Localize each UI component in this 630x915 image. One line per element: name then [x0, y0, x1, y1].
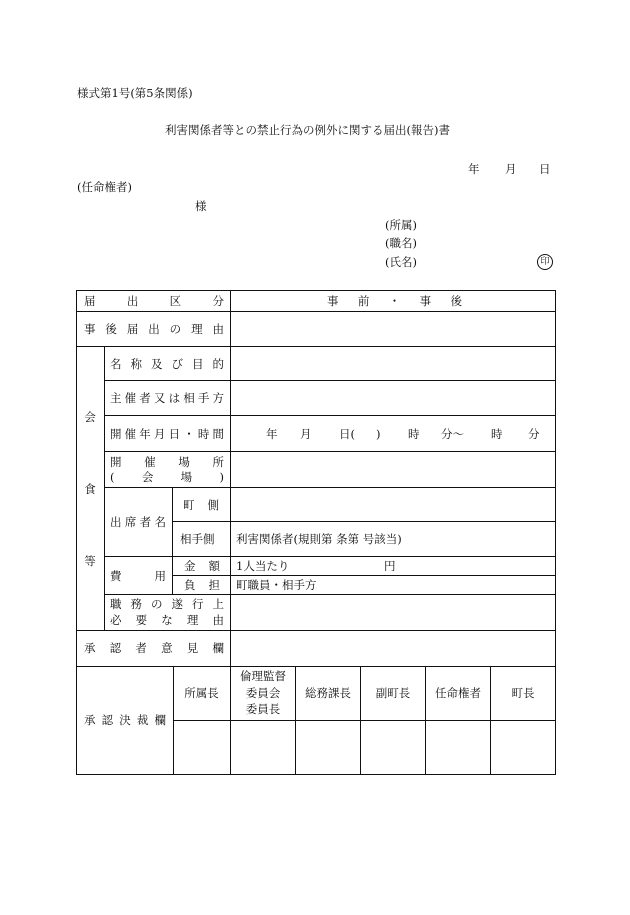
datetime-month: 月	[300, 427, 312, 441]
datetime-value	[266, 427, 540, 441]
meal-group-char-3: 等	[84, 554, 96, 568]
approval-header-appointer: 任命権者	[435, 686, 481, 700]
affiliation-label: (所属)	[385, 218, 417, 232]
meal-group-char-1: 会	[84, 410, 96, 424]
venue-sub-label: (会場)	[110, 470, 224, 484]
approval-header-ethics-1: 倫理監督	[240, 669, 286, 683]
date-day: 日	[539, 162, 551, 176]
row-reason-label: 事後届出の理由	[84, 322, 224, 336]
datetime-min-2: 分	[528, 427, 540, 441]
form-number: 様式第1号(第5条関係)	[77, 86, 193, 100]
datetime-min: 分〜	[441, 427, 464, 441]
approval-label: 承認決裁欄	[84, 713, 166, 727]
date-year: 年	[468, 162, 480, 176]
cost-label: 費用	[110, 569, 166, 583]
burden-label: 負担	[184, 578, 220, 592]
datetime-hour-2: 時	[491, 427, 503, 441]
row-type-value: 事前・事後	[327, 294, 462, 308]
attendees-label: 出席者名	[110, 515, 166, 529]
approval-header-mayor: 町長	[511, 686, 535, 700]
row-type-label: 届出区分	[84, 294, 224, 308]
datetime-label: 開催年月日・時間	[110, 427, 224, 441]
host-label: 主催者又は相手方	[110, 391, 224, 405]
honorific: 様	[195, 199, 207, 213]
meal-group-char-2: 食	[84, 482, 96, 496]
venue-label: 開催場所	[110, 455, 224, 469]
approval-header-section-chief: 所属長	[184, 686, 219, 700]
burden-value: 町職員・相手方	[236, 578, 317, 592]
position-label: (職名)	[385, 236, 417, 250]
approval-header-ethics-3: 委員長	[245, 702, 281, 716]
partner-side-label: 相手側	[180, 532, 215, 546]
appointer-label: (任命権者)	[77, 180, 132, 194]
necessity-label: 職務の遂行上	[110, 597, 224, 611]
name-label: (氏名)	[385, 255, 417, 269]
amount-value: 1人当たり	[236, 559, 290, 573]
name-purpose-label: 名称及び目的	[110, 357, 224, 371]
approval-header-deputy-mayor: 副町長	[375, 686, 411, 700]
datetime-paren: )	[376, 427, 381, 441]
amount-label: 金額	[184, 559, 220, 573]
approver-opinion-label: 承認者意見欄	[84, 641, 224, 655]
approval-header-ethics-2: 委員会	[245, 686, 281, 700]
seal-icon: 印	[537, 254, 553, 270]
necessity-sub-label: 必要な理由	[110, 613, 224, 627]
town-side-label: 町側	[183, 498, 219, 512]
datetime-year: 年	[266, 427, 278, 441]
amount-unit: 円	[384, 559, 396, 573]
datetime-day: 日(	[339, 427, 355, 441]
datetime-hour: 時	[408, 427, 420, 441]
partner-side-value: 利害関係者(規則第 条第 号該当)	[236, 532, 402, 546]
date-month: 月	[505, 162, 517, 176]
form-title: 利害関係者等との禁止行為の例外に関する届出(報告)書	[165, 123, 450, 137]
approval-header-general-affairs: 総務課長	[305, 686, 351, 700]
